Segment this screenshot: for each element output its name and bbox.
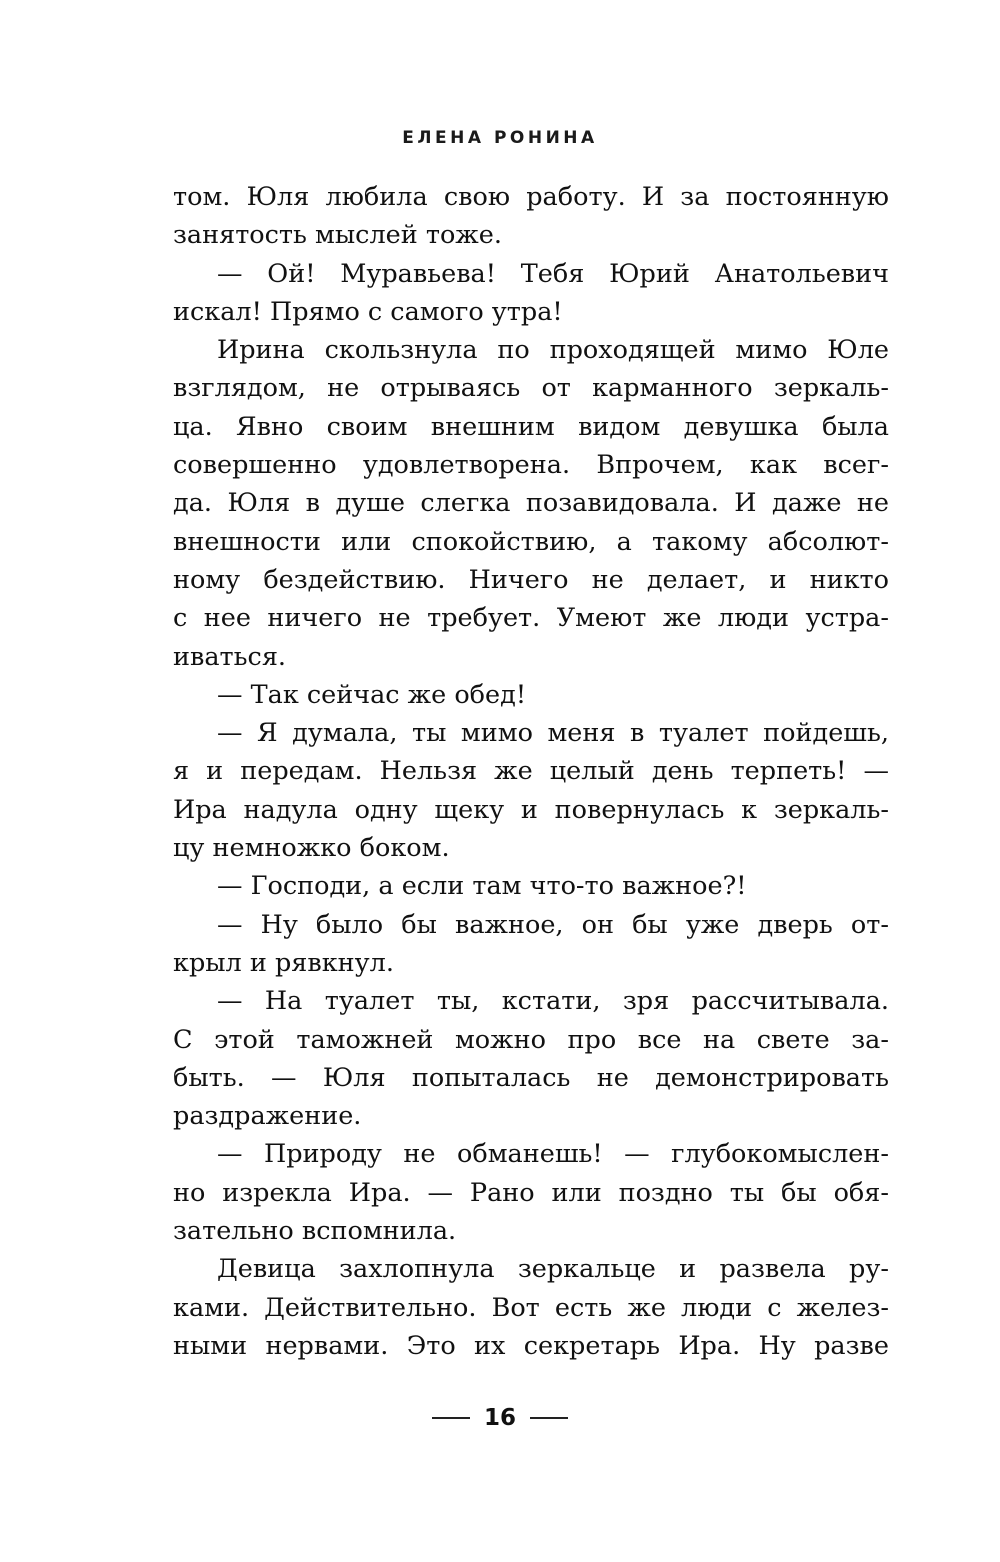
text-line: ца. Явно своим внешним видом девушка была [173,411,889,442]
text-line: я и передам. Нельзя же целый день терпеть! — [173,756,889,787]
text-line: зательно вспомнила. [173,1216,457,1247]
text-line: ными нервами. Это их секретарь Ира. Ну разве [173,1330,889,1361]
text-line: совершенно удовлетворена. Впрочем, как всег- [173,450,889,481]
text-line: с нее ничего не требует. Умеют же люди устра- [173,603,889,634]
text-line: взглядом, не отрываясь от карманного зеркаль- [173,373,889,404]
body-text [173,178,889,1365]
text-line: Ирина скользнула по проходящей мимо Юле [217,335,889,366]
text-line: — На туалет ты, кстати, зря рассчитывала. [217,986,889,1017]
page-number: 16 [483,1405,516,1431]
text-line: иваться. [173,641,287,672]
text-line: ному бездействию. Ничего не делает, и никто [173,564,889,595]
text-line: С этой таможней можно про все на свете за- [173,1024,889,1055]
text-line: — Я думала, ты мимо меня в туалет пойдешь, [217,718,889,749]
text-line: внешности или спокойствию, а такому абсолют- [173,526,889,557]
text-line: занятость мыслей тоже. [173,220,502,251]
text-line: — Ой! Муравьева! Тебя Юрий Анатольевич [217,258,889,289]
folio-rule-right [530,1417,568,1419]
text-line: — Ну было бы важное, он бы уже дверь от- [217,909,889,940]
text-line: быть. — Юля попыталась не демонстрировать [173,1062,889,1093]
text-line: цу немножко боком. [173,833,450,864]
text-line: Девица захлопнула зеркальце и развела ру- [217,1254,889,1285]
text-line: раздражение. [173,1101,362,1132]
text-line: Ира надула одну щеку и повернулась к зеркаль- [173,794,889,825]
text-line: том. Юля любила свою работу. И за постоянную [173,182,889,212]
text-line: — Природу не обманешь! — глубокомыслен- [217,1139,889,1170]
text-line: да. Юля в душе слегка позавидовала. И даже не [173,488,889,519]
folio-rule-left [432,1417,470,1419]
text-line: но изрекла Ира. — Рано или поздно ты бы обя- [173,1177,889,1208]
running-head-author: ЕЛЕНА РОНИНА [402,128,598,148]
text-line: искал! Прямо с самого утра! [173,296,563,327]
page-folio [0,1405,1000,1431]
text-line: ками. Действительно. Вот есть же люди с желез- [173,1292,889,1323]
text-line: — Господи, а если там что-то важное?! [217,871,747,902]
text-line: — Так сейчас же обед! [217,679,527,710]
text-line: крыл и рявкнул. [173,947,394,978]
